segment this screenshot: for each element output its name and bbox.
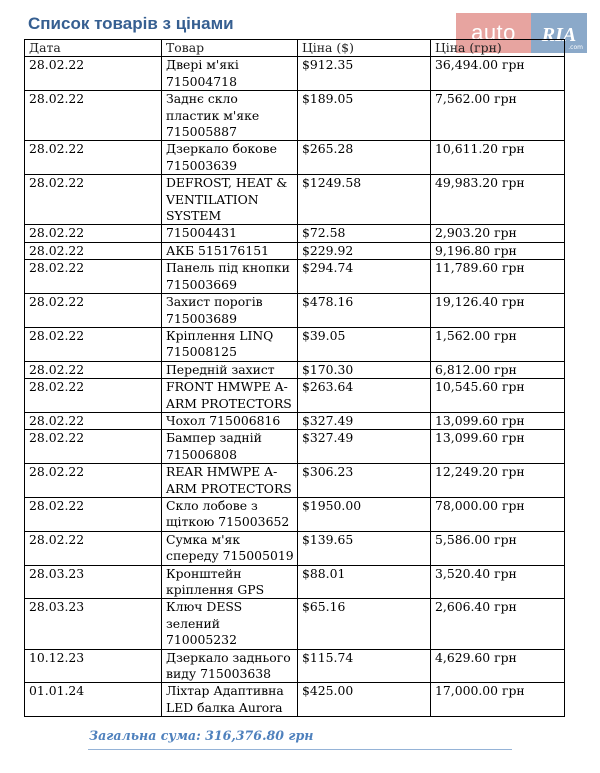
cell-price-usd: $306.23 [298,464,431,498]
cell-date: 28.02.22 [25,242,162,259]
cell-product: Ліхтар Адаптивна LED балка Aurora [162,683,298,717]
cell-date: 28.02.22 [25,361,162,378]
cell-date: 28.02.22 [25,430,162,464]
cell-price-uah: 36,494.00 грн [431,57,565,91]
cell-price-usd: $88.01 [298,565,431,599]
cell-date: 28.02.22 [25,175,162,225]
cell-date: 28.02.22 [25,225,162,242]
cell-product: 715004431 [162,225,298,242]
cell-product: Чохол 715006816 [162,412,298,429]
watermark-auto-text: auto [456,13,531,53]
cell-date: 01.01.24 [25,683,162,717]
cell-date: 28.02.22 [25,294,162,328]
cell-price-uah: 10,545.60 грн [431,379,565,413]
table-row [25,565,565,599]
cell-product: Панель під кнопки 715003669 [162,260,298,294]
cell-price-uah: 10,611.20 грн [431,141,565,175]
cell-price-uah: 9,196.80 грн [431,242,565,259]
cell-price-usd: $425.00 [298,683,431,717]
cell-date: 28.03.23 [25,599,162,649]
table-row [25,225,565,242]
cell-product: Двері м'які 715004718 [162,57,298,91]
cell-date: 28.02.22 [25,260,162,294]
cell-product: DEFROST, HEAT & VENTILATION SYSTEM [162,175,298,225]
cell-price-usd: $115.74 [298,649,431,683]
cell-price-uah: 5,586.00 грн [431,531,565,565]
cell-price-usd: $912.35 [298,57,431,91]
cell-date: 28.02.22 [25,464,162,498]
table-row [25,91,565,141]
cell-date: 10.12.23 [25,649,162,683]
table-row [25,497,565,531]
cell-date: 28.02.22 [25,57,162,91]
table-row [25,683,565,717]
table-row [25,175,565,225]
table-row [25,141,565,175]
header-product: Товар [162,40,298,57]
table-row [25,260,565,294]
cell-date: 28.02.22 [25,141,162,175]
cell-product: Кріплення LINQ 715008125 [162,327,298,361]
cell-price-uah: 6,812.00 грн [431,361,565,378]
cell-price-usd: $189.05 [298,91,431,141]
cell-price-usd: $72.58 [298,225,431,242]
table-row [25,464,565,498]
table-row [25,57,565,91]
cell-product: Скло лобове з щіткою 715003652 [162,497,298,531]
cell-price-uah: 13,099.60 грн [431,430,565,464]
cell-product: Бампер задній 715006808 [162,430,298,464]
table-row [25,649,565,683]
cell-date: 28.02.22 [25,531,162,565]
cell-price-usd: $1249.58 [298,175,431,225]
cell-price-uah: 2,606.40 грн [431,599,565,649]
cell-price-usd: $327.49 [298,430,431,464]
watermark-com-text: .com [568,44,583,51]
cell-product: Кронштейн кріплення GPS [162,565,298,599]
cell-product: Сумка м'як спереду 715005019 [162,531,298,565]
table-row [25,430,565,464]
table-row [25,242,565,259]
cell-price-uah: 49,983.20 грн [431,175,565,225]
total-divider [88,749,512,750]
header-price-usd: Ціна ($) [298,40,431,57]
cell-price-uah: 13,099.60 грн [431,412,565,429]
cell-price-uah: 2,903.20 грн [431,225,565,242]
cell-price-uah: 11,789.60 грн [431,260,565,294]
cell-product: FRONT HMWPE A-ARM PROTECTORS [162,379,298,413]
cell-product: Заднє скло пластик м'яке 715005887 [162,91,298,141]
table-row [25,361,565,378]
cell-product: Передній захист [162,361,298,378]
cell-product: АКБ 515176151 [162,242,298,259]
cell-date: 28.02.22 [25,327,162,361]
cell-price-uah: 12,249.20 грн [431,464,565,498]
cell-price-usd: $229.92 [298,242,431,259]
cell-price-uah: 19,126.40 грн [431,294,565,328]
cell-date: 28.02.22 [25,379,162,413]
cell-price-uah: 4,629.60 грн [431,649,565,683]
cell-price-uah: 3,520.40 грн [431,565,565,599]
table-row [25,294,565,328]
table-row [25,327,565,361]
cell-price-uah: 17,000.00 грн [431,683,565,717]
cell-price-uah: 1,562.00 грн [431,327,565,361]
table-row [25,412,565,429]
cell-product: Ключ DESS зелений 710005232 [162,599,298,649]
cell-price-uah: 7,562.00 грн [431,91,565,141]
table-row [25,531,565,565]
cell-date: 28.02.22 [25,412,162,429]
cell-product: Захист порогів 715003689 [162,294,298,328]
cell-product: Дзеркало заднього виду 715003638 [162,649,298,683]
cell-product: Дзеркало бокове 715003639 [162,141,298,175]
header-date: Дата [25,40,162,57]
cell-price-usd: $39.05 [298,327,431,361]
price-table [24,39,565,717]
cell-date: 28.02.22 [25,91,162,141]
header-price-uah: Ціна (грн) [431,40,565,57]
document-title: Список товарів з цінами [28,14,234,33]
grand-total: Загальна сума: 316,376.80 грн [89,728,314,743]
cell-price-usd: $265.28 [298,141,431,175]
cell-product: REAR HMWPE A-ARM PROTECTORS [162,464,298,498]
watermark-ria-text: RIA [541,24,577,46]
cell-price-usd: $263.64 [298,379,431,413]
table-header-row [25,40,565,57]
cell-price-usd: $327.49 [298,412,431,429]
table-row [25,599,565,649]
cell-price-usd: $65.16 [298,599,431,649]
cell-price-usd: $170.30 [298,361,431,378]
table-row [25,379,565,413]
cell-date: 28.02.22 [25,497,162,531]
cell-price-usd: $1950.00 [298,497,431,531]
cell-price-usd: $139.65 [298,531,431,565]
cell-date: 28.03.23 [25,565,162,599]
cell-price-uah: 78,000.00 грн [431,497,565,531]
cell-price-usd: $478.16 [298,294,431,328]
cell-price-usd: $294.74 [298,260,431,294]
